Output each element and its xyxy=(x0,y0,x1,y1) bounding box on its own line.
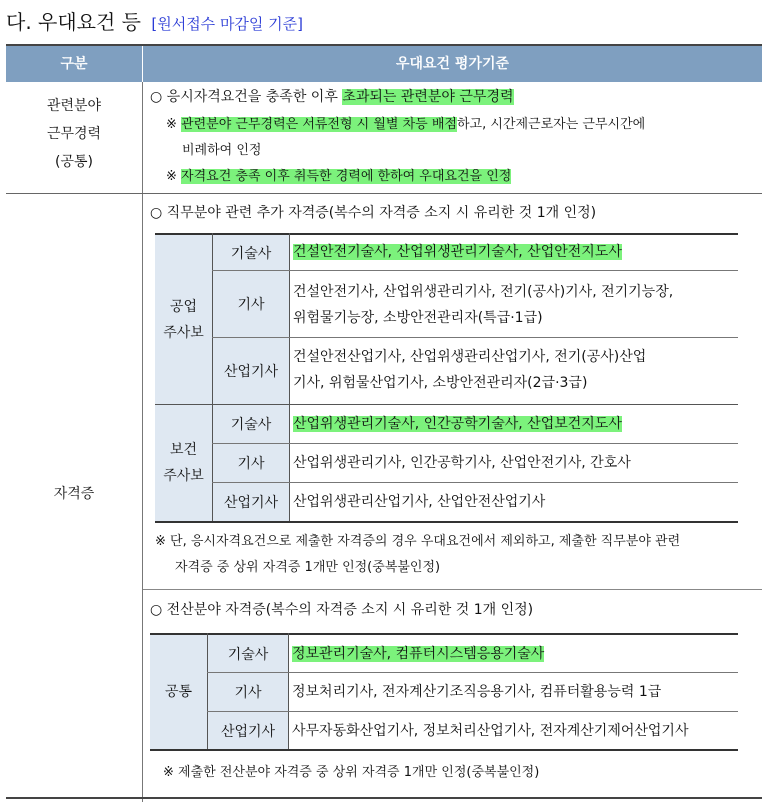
table-bottom-border xyxy=(6,797,762,799)
section1-note1-line2: 비례하여 인정 xyxy=(182,143,262,158)
g2-cert-1 xyxy=(293,414,622,434)
g1-level-3: 산업기사 xyxy=(223,364,279,380)
subtable1-bottom xyxy=(155,521,738,523)
group-industrial xyxy=(155,235,212,404)
g1-cert-3-line2: 기사, 위험물산업기사, 소방안전관리자(2급·3급) xyxy=(293,375,588,391)
page-title xyxy=(6,6,303,35)
subtable2-vline2 xyxy=(288,633,289,750)
header-col-criteria: 우대요건 평가기준 xyxy=(143,44,762,82)
group-industrial-line2: 주사보 xyxy=(163,324,204,341)
g2-level-2: 기사 xyxy=(237,456,265,472)
g3-level-2: 기사 xyxy=(234,685,262,701)
header-col-category: 구분 xyxy=(6,44,142,82)
title-note: [원서접수 마감일 기준] xyxy=(151,15,304,33)
g2-level-3: 산업기사 xyxy=(223,495,279,511)
section1-note1-mark: ※ xyxy=(166,117,182,132)
section1-note2 xyxy=(166,167,511,187)
title-main: 다. 우대요건 등 xyxy=(6,10,141,34)
section1-label-line2: 근무경력 xyxy=(46,126,102,142)
g1-cert-1-text: 건설안전기술사, 산업위생관리기술사, 산업안전지도사 xyxy=(293,244,622,260)
group-health xyxy=(155,405,212,521)
section1-label xyxy=(6,92,142,176)
g3-cert-2: 정보처리기사, 전자계산기조직응용기사, 컴퓨터활용능력 1급 xyxy=(292,684,662,700)
subtable1-row-line xyxy=(212,337,738,338)
g3-cert-1 xyxy=(292,644,544,664)
section1-note1-highlight: 관련분야 근무경력은 서류전형 시 월별 차등 배점 xyxy=(181,117,457,132)
g1-cert-2-line1: 건설안전기사, 산업위생관리기사, 전기(공사)기사, 전기기능장, xyxy=(293,284,674,300)
section1-note2-highlight: 자격요건 충족 이후 취득한 경력에 한하여 우대요건을 인정 xyxy=(181,169,512,184)
g3-cert-3: 사무자동화산업기사, 정보처리산업기사, 전자계산기제어산업기사 xyxy=(292,723,689,739)
section2-note2: ※ 제출한 전산분야 자격증 중 상위 자격증 1개만 인정(중복불인정) xyxy=(163,765,540,780)
column-divider xyxy=(142,82,143,802)
subsection-divider xyxy=(143,589,762,590)
section1-line1-highlight: 초과되는 관련분야 근무경력 xyxy=(342,89,514,105)
section1-label-line1: 관련분야 xyxy=(46,98,102,114)
g2-cert-2: 산업위생관리기사, 인간공학기사, 산업안전기사, 간호사 xyxy=(293,455,631,471)
section1-note2-mark: ※ xyxy=(166,169,182,184)
section1-label-line3: (공통) xyxy=(55,154,93,170)
section2-label: 자격증 xyxy=(53,486,95,502)
subtable1-vline2 xyxy=(289,233,290,522)
section-divider xyxy=(6,193,762,194)
section2-note1-line1: ※ 단, 응시자격요건으로 제출한 자격증의 경우 우대요건에서 제외하고, 제출한 직무분야 관련 xyxy=(155,534,681,549)
section1-line1 xyxy=(150,87,514,107)
section1-line1-text: ○ 응시자격요건을 충족한 이후 xyxy=(150,89,343,105)
group-industrial-line1: 공업 xyxy=(169,298,198,315)
g3-level-3: 산업기사 xyxy=(220,723,276,740)
section2-intro2: ○ 전산분야 자격증(복수의 자격증 소지 시 유리한 것 1개 인정) xyxy=(150,602,534,618)
g2-cert-1-text: 산업위생관리기술사, 인간공학기술사, 산업보건지도사 xyxy=(293,416,622,432)
g1-cert-2-line2: 위험물기능장, 소방안전관리자(특급·1급) xyxy=(293,310,543,326)
subtable1-row-line xyxy=(212,443,738,444)
g1-level-2: 기사 xyxy=(237,297,265,313)
g1-level-1: 기술사 xyxy=(230,245,272,262)
g1-cert-3-line1: 건설안전산업기사, 산업위생관리산업기사, 전기(공사)산업 xyxy=(293,349,647,365)
table-top-border xyxy=(6,44,762,46)
g2-level-1: 기술사 xyxy=(230,417,272,433)
section2-intro1: ○ 직무분야 관련 추가 자격증(복수의 자격증 소지 시 유리한 것 1개 인정) xyxy=(150,205,597,221)
group-common: 공통 xyxy=(164,684,193,700)
subtable1-row-line xyxy=(212,270,738,271)
subtable1-row-line xyxy=(212,482,738,483)
section2-note1-line2: 자격증 중 상위 자격증 1개만 인정(중복불인정) xyxy=(175,560,441,575)
group-health-line1: 보건 xyxy=(169,442,198,458)
section1-note1-rest: 하고, 시간제근로자는 근무시간에 xyxy=(457,117,646,132)
section1-note1 xyxy=(166,115,645,135)
group-health-line2: 주사보 xyxy=(163,468,204,484)
g2-cert-3: 산업위생관리산업기사, 산업안전산업기사 xyxy=(293,494,546,510)
g3-level-1: 기술사 xyxy=(227,646,269,663)
g1-cert-1 xyxy=(293,242,622,262)
g3-cert-1-text: 정보관리기술사, 컴퓨터시스템응용기술사 xyxy=(292,646,545,662)
subtable2-bottom xyxy=(150,749,738,751)
